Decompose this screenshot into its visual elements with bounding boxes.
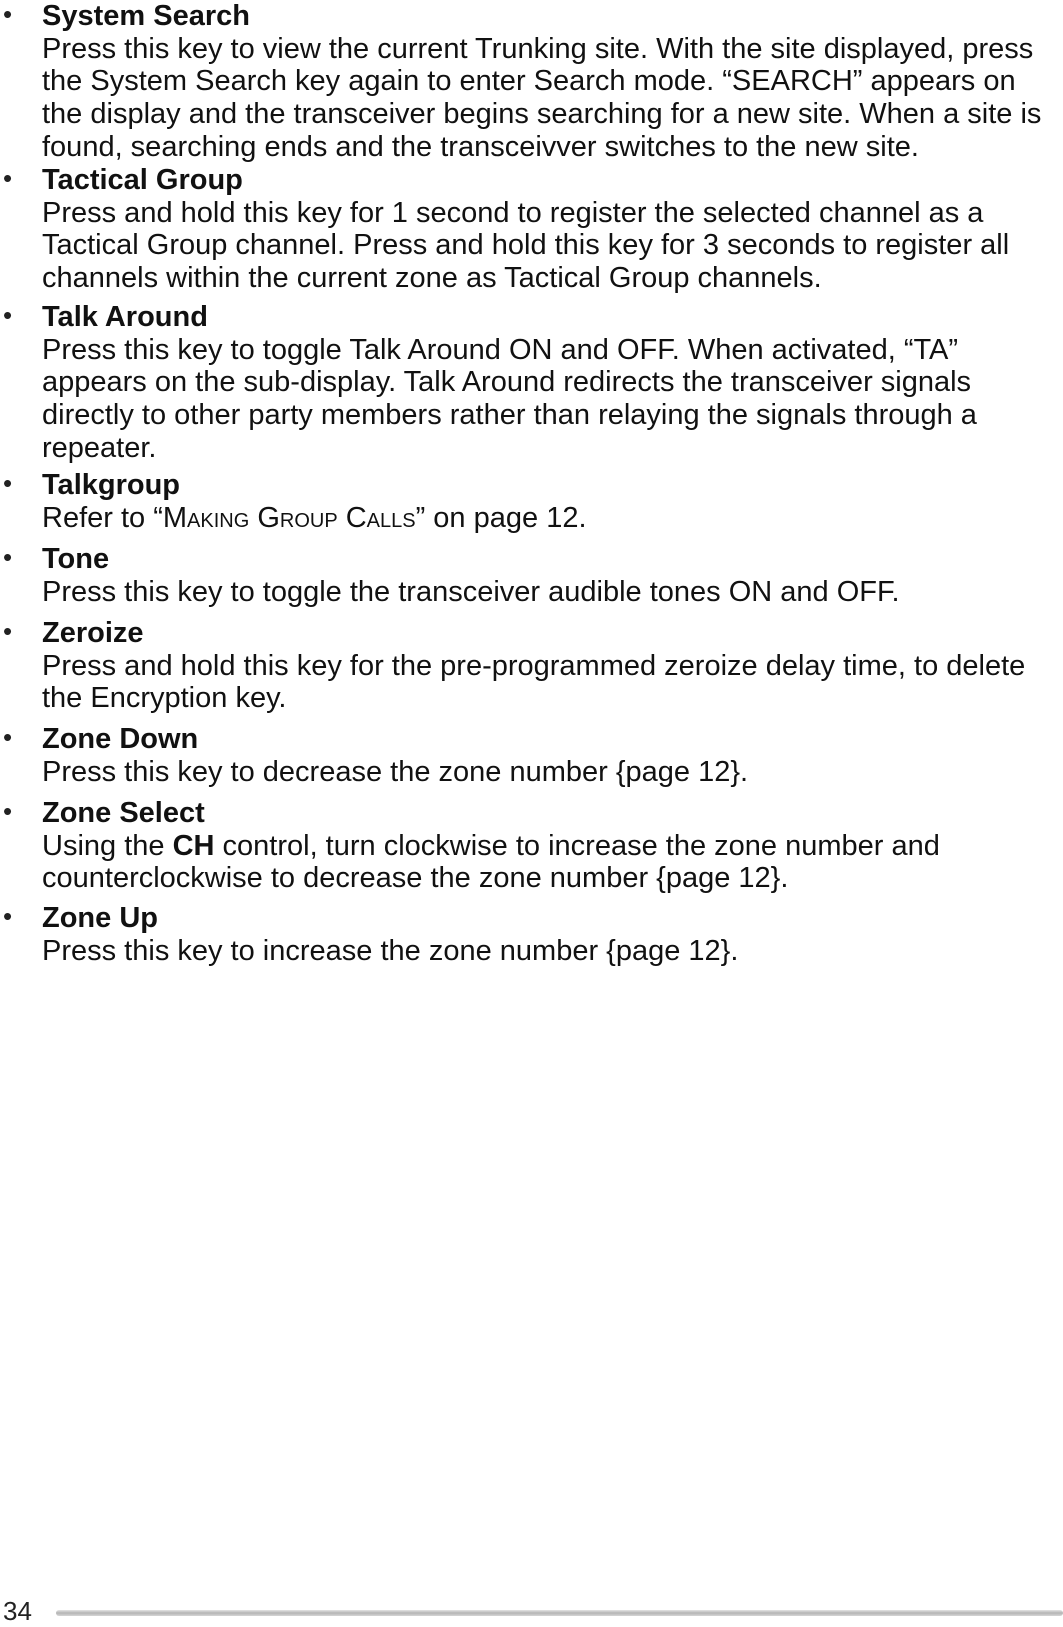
list-item bbox=[0, 902, 1063, 967]
entry-title: Zone Select bbox=[42, 797, 205, 829]
entry-title: Tone bbox=[42, 543, 110, 575]
entry-description: Press this key to toggle Talk Around ON and OFF. When activated, “TA” appears on the sub-display. Talk Around redirects the transceiver signals directly to other party members rather than relaying the signals through a repeater. bbox=[42, 333, 977, 464]
entry-title: Zone Down bbox=[42, 723, 199, 755]
entry-description bbox=[42, 502, 1049, 535]
entry-title: System Search bbox=[42, 0, 250, 32]
entry-description: Press and hold this key for the pre-programmed zeroize delay time, to delete the Encryption key. bbox=[42, 649, 1026, 715]
list-item bbox=[0, 0, 1063, 164]
page-number: 34 bbox=[3, 1596, 32, 1626]
section-reference: Making Group Calls bbox=[162, 501, 416, 534]
list-item bbox=[0, 543, 1063, 608]
bullet: • bbox=[3, 901, 13, 931]
entry-description bbox=[42, 830, 1049, 895]
bullet: • bbox=[3, 163, 13, 193]
bullet: • bbox=[3, 722, 13, 752]
description-suffix: control, turn clockwise to increase the zone number and counterclockwise to decrease the zone number {page 12}. bbox=[42, 829, 940, 895]
entry-description: Press this key to increase the zone number {page 12}. bbox=[42, 934, 739, 967]
bullet: • bbox=[3, 468, 13, 498]
list-item bbox=[0, 797, 1063, 895]
entry-title: Zeroize bbox=[42, 617, 144, 649]
entry-description: Press and hold this key for 1 second to register the selected channel as a Tactical Group channel. Press and hold this key for 3 seconds to register all channels within the current zone as Tactical Group channels. bbox=[42, 196, 1010, 295]
ch-control-label: CH bbox=[172, 829, 215, 862]
bullet: • bbox=[3, 300, 13, 330]
list-item bbox=[0, 469, 1063, 534]
list-item bbox=[0, 164, 1063, 295]
bullet: • bbox=[3, 616, 13, 646]
bullet: • bbox=[3, 796, 13, 826]
entry-description: Press this key to view the current Trunking site. With the site displayed, press the System Search key again to enter Search mode. “SEARCH” appears on the display and the transceiver begins searching for a new site. When a site is found, searching ends and the transceivver switches to the new site. bbox=[42, 32, 1042, 163]
entry-title: Talkgroup bbox=[42, 469, 181, 501]
footer-divider bbox=[56, 1610, 1063, 1616]
bullet: • bbox=[3, 542, 13, 572]
entry-title: Zone Up bbox=[42, 902, 158, 934]
list-item bbox=[0, 617, 1063, 715]
reference-prefix: Refer to “ bbox=[42, 501, 163, 534]
list-item bbox=[0, 723, 1063, 788]
list-item bbox=[0, 301, 1063, 465]
reference-suffix: ” on page 12. bbox=[415, 501, 587, 534]
entry-title: Talk Around bbox=[42, 301, 208, 333]
entry-title: Tactical Group bbox=[42, 164, 243, 196]
entry-description: Press this key to decrease the zone number {page 12}. bbox=[42, 755, 749, 788]
entry-description: Press this key to toggle the transceiver audible tones ON and OFF. bbox=[42, 575, 900, 608]
description-prefix: Using the bbox=[42, 829, 173, 862]
bullet: • bbox=[3, 0, 13, 29]
